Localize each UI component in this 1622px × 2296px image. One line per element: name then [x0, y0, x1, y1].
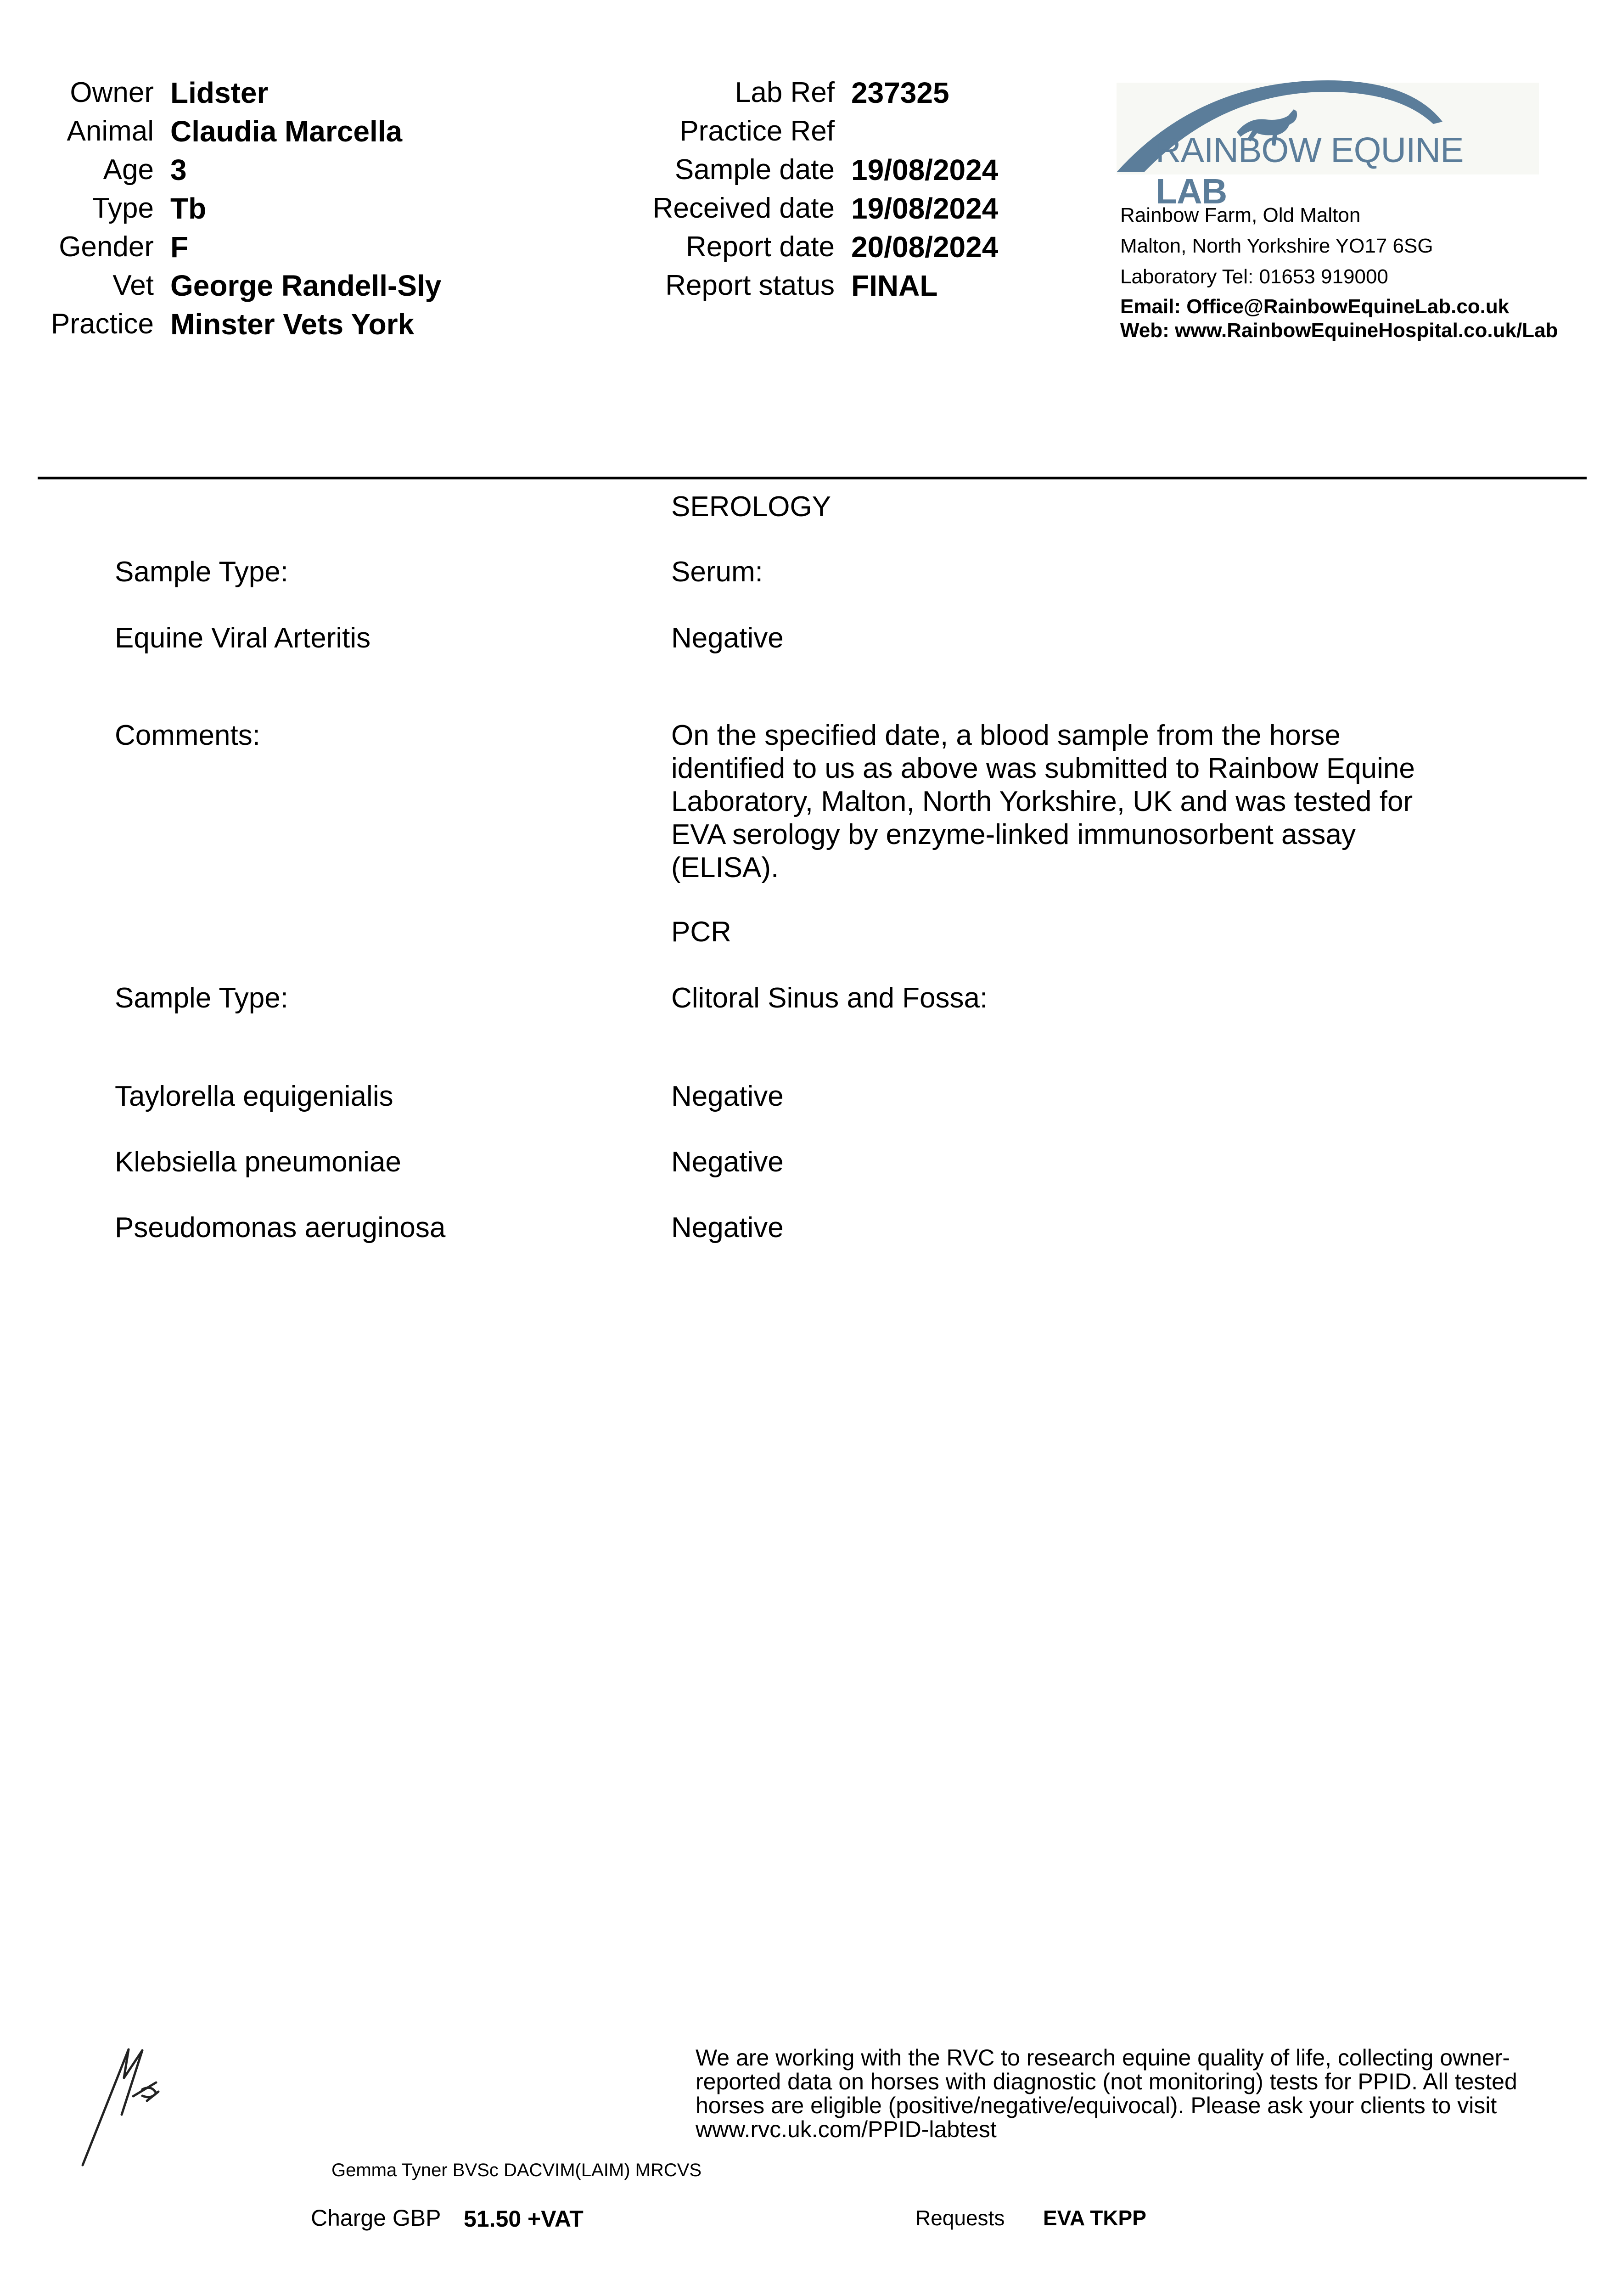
lab-ref-value: 237325	[851, 76, 949, 109]
report-date-row	[0, 228, 835, 266]
lab-ref-label: Lab Ref	[735, 77, 835, 108]
practice-label: Practice	[51, 308, 154, 340]
type-value: Tb	[170, 192, 207, 225]
age-label: Age	[103, 154, 154, 186]
practice-ref-label: Practice Ref	[679, 115, 835, 147]
report-date-value: 20/08/2024	[851, 231, 999, 264]
report-status-label: Report status	[665, 270, 835, 301]
signer-name: Gemma Tyner BVSc DACVIM(LAIM) MRCVS	[331, 2160, 702, 2180]
vet-value: George Randell-Sly	[170, 269, 442, 302]
lab-telephone: Laboratory Tel: 01653 919000	[1120, 265, 1388, 288]
sample-date-value: 19/08/2024	[851, 153, 999, 186]
serology-sample-type-label: Sample Type:	[115, 556, 288, 588]
lab-contact	[1120, 200, 1558, 343]
logo-text-bold: LAB	[1156, 172, 1227, 211]
eva-test-result: Negative	[671, 622, 784, 654]
pcr-sample-type-label: Sample Type:	[115, 982, 288, 1014]
received-date-row	[0, 189, 835, 228]
pcr-organism-klebsiella: Klebsiella pneumoniae	[115, 1146, 401, 1178]
lab-website: Web: www.RainbowEquineHospital.co.uk/Lab	[1120, 319, 1558, 342]
address-line-2: Malton, North Yorkshire YO17 6SG	[1120, 235, 1433, 257]
serology-sample-type-value: Serum:	[671, 556, 763, 588]
gender-value: F	[170, 231, 189, 264]
pcr-result-taylorella: Negative	[671, 1080, 784, 1112]
received-date-label: Received date	[652, 192, 835, 224]
animal-value: Claudia Marcella	[170, 115, 403, 148]
practice-row	[0, 305, 154, 343]
pcr-heading: PCR	[671, 916, 731, 948]
requests-value: EVA TKPP	[1043, 2206, 1146, 2230]
pcr-result-klebsiella: Negative	[671, 1146, 784, 1178]
address-line-1: Rainbow Farm, Old Malton	[1120, 204, 1361, 226]
type-label: Type	[92, 192, 154, 224]
animal-label: Animal	[67, 115, 154, 147]
owner-value: Lidster	[170, 76, 269, 109]
sample-date-row	[0, 151, 835, 189]
pcr-result-pseudomonas: Negative	[671, 1212, 784, 1244]
lab-ref-row	[0, 73, 835, 112]
rainbow-equine-lab-logo	[1117, 78, 1539, 211]
report-date-label: Report date	[686, 231, 835, 263]
practice-value: Minster Vets York	[170, 308, 415, 341]
age-value: 3	[170, 153, 187, 186]
logo-text-regular: RAINBOW EQUINE	[1156, 130, 1464, 170]
header-divider	[38, 477, 1587, 479]
report-status-row	[0, 266, 835, 305]
lab-email: Email: Office@RainbowEquineLab.co.uk	[1120, 295, 1510, 318]
requests-label: Requests	[915, 2206, 1005, 2230]
signature-image	[78, 2046, 170, 2174]
eva-test-name: Equine Viral Arteritis	[115, 622, 371, 654]
gender-label: Gender	[59, 231, 154, 263]
serology-heading: SEROLOGY	[671, 491, 831, 523]
owner-label: Owner	[70, 77, 154, 108]
vet-label: Vet	[112, 270, 154, 301]
comments-text: On the specified date, a blood sample from the horse identified to us as above was submitted to Rainbow Equine Laboratory, Malton, North Yorkshire, UK and was tested for EVA serology by enzyme-linked immunosorbent assay (ELISA).	[671, 720, 1415, 884]
report-status-value: FINAL	[851, 269, 938, 302]
charge-label: Charge GBP	[311, 2205, 441, 2231]
rvc-research-note: We are working with the RVC to research equine quality of life, collecting owner-reported data on horses with diagnostic (not monitoring) tests for PPID. All tested horses are eligible (positive/negative/equivocal). Please ask your clients to visit www.rvc.uk.com/PPID-labtest	[696, 2045, 1517, 2142]
pcr-organism-pseudomonas: Pseudomonas aeruginosa	[115, 1212, 446, 1244]
charge-value: 51.50 +VAT	[464, 2206, 584, 2232]
pcr-sample-type-value: Clitoral Sinus and Fossa:	[671, 982, 988, 1014]
practice-ref-row	[0, 112, 835, 151]
sample-date-label: Sample date	[674, 154, 835, 186]
received-date-value: 19/08/2024	[851, 192, 999, 225]
pcr-organism-taylorella: Taylorella equigenialis	[115, 1080, 393, 1112]
comments-label: Comments:	[115, 720, 260, 751]
